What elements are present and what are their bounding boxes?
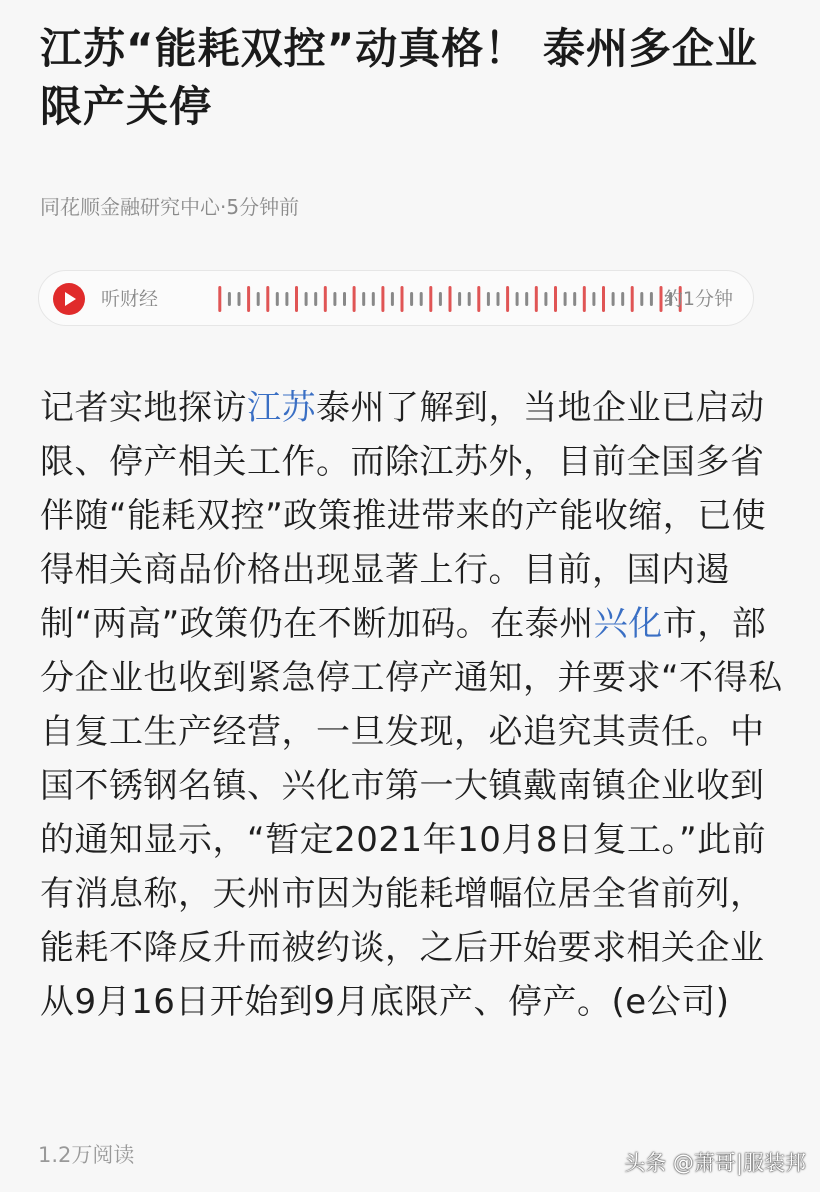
waveform-bar — [535, 286, 538, 312]
waveform-bar — [285, 292, 288, 306]
waveform-bar — [583, 286, 586, 312]
waveform-bar — [305, 292, 308, 306]
waveform-bar — [592, 292, 595, 306]
waveform-bar — [573, 292, 576, 306]
waveform-bar — [381, 286, 384, 312]
waveform-bar — [497, 292, 500, 306]
waveform-bar — [516, 292, 519, 306]
waveform-bar — [621, 292, 624, 306]
play-icon — [53, 283, 85, 315]
link-jiangsu[interactable]: 江苏 — [247, 388, 316, 428]
waveform-bar — [487, 292, 490, 306]
waveform-bar — [238, 292, 241, 306]
waveform-bar — [631, 286, 634, 312]
waveform-bar — [295, 286, 298, 312]
audio-duration: 约1分钟 — [663, 288, 733, 310]
source-and-time: 同花顺金融研究中心·5分钟前 — [40, 195, 300, 219]
waveform-bar — [218, 286, 221, 312]
waveform-bar — [343, 292, 346, 306]
waveform-bar — [391, 292, 394, 306]
read-count: 1.2万阅读 — [38, 1143, 135, 1167]
waveform-bar — [525, 292, 528, 306]
audio-player[interactable] — [38, 270, 754, 326]
waveform-bar — [429, 286, 432, 312]
audio-waveform[interactable] — [215, 279, 685, 319]
waveform-bar — [564, 292, 567, 306]
waveform-bar — [372, 292, 375, 306]
waveform-bar — [314, 292, 317, 306]
waveform-bar — [554, 286, 557, 312]
waveform-bar — [266, 286, 269, 312]
body-text-2: 泰州了解到，当地企业已启动限、停产相关工作。而除江苏外，目前全国多省伴随“能耗双控”政策推进带来的产能收缩，已使得相关商品价格出现显著上行。目前，国内遏制“两高”政策仍在不断加码。在泰州 — [40, 388, 767, 644]
waveform-bar — [477, 286, 480, 312]
audio-label: 听财经 — [101, 288, 159, 310]
waveform-bar — [247, 286, 250, 312]
waveform-bar — [410, 292, 413, 306]
body-text-1: 记者实地探访 — [40, 388, 247, 428]
link-xinghua[interactable]: 兴化 — [593, 604, 663, 644]
waveform-bar — [458, 292, 461, 306]
waveform-bar — [276, 292, 279, 306]
waveform-bar — [544, 292, 547, 306]
waveform-bar — [640, 292, 643, 306]
waveform-bar — [468, 292, 471, 306]
article-body — [40, 381, 784, 1029]
waveform-bar — [660, 286, 663, 312]
watermark: 头条 @萧哥|服装邦 — [624, 1151, 806, 1175]
waveform-bar — [439, 292, 442, 306]
body-text-3: 市，部分企业也收到紧急停工停产通知，并要求“不得私自复工生产经营，一旦发现，必追究其责任。中国不锈钢名镇、兴化市第一大镇戴南镇企业收到的通知显示，“暂定2021年10月8日复工。”此前有消息称，天州市因为能耗增幅位居全省前列，能耗不降反升而被约谈，之后开始要求相关企业从9月16日开始到9月底限产、停产。(e公司) — [40, 604, 783, 1022]
waveform-bar — [650, 292, 653, 306]
waveform-bar — [506, 286, 509, 312]
play-button[interactable] — [53, 283, 85, 315]
waveform-bar — [612, 292, 615, 306]
waveform-bar — [602, 286, 605, 312]
waveform-bar — [333, 292, 336, 306]
waveform-bar — [420, 292, 423, 306]
waveform-bar — [401, 286, 404, 312]
waveform-bar — [362, 292, 365, 306]
article-title: 江苏“能耗双控”动真格！ 泰州多企业限产关停 — [40, 24, 758, 131]
waveform-bar — [257, 292, 260, 306]
waveform-bar — [324, 286, 327, 312]
waveform-bar — [353, 286, 356, 312]
waveform-bar — [228, 292, 231, 306]
waveform-bar — [449, 286, 452, 312]
